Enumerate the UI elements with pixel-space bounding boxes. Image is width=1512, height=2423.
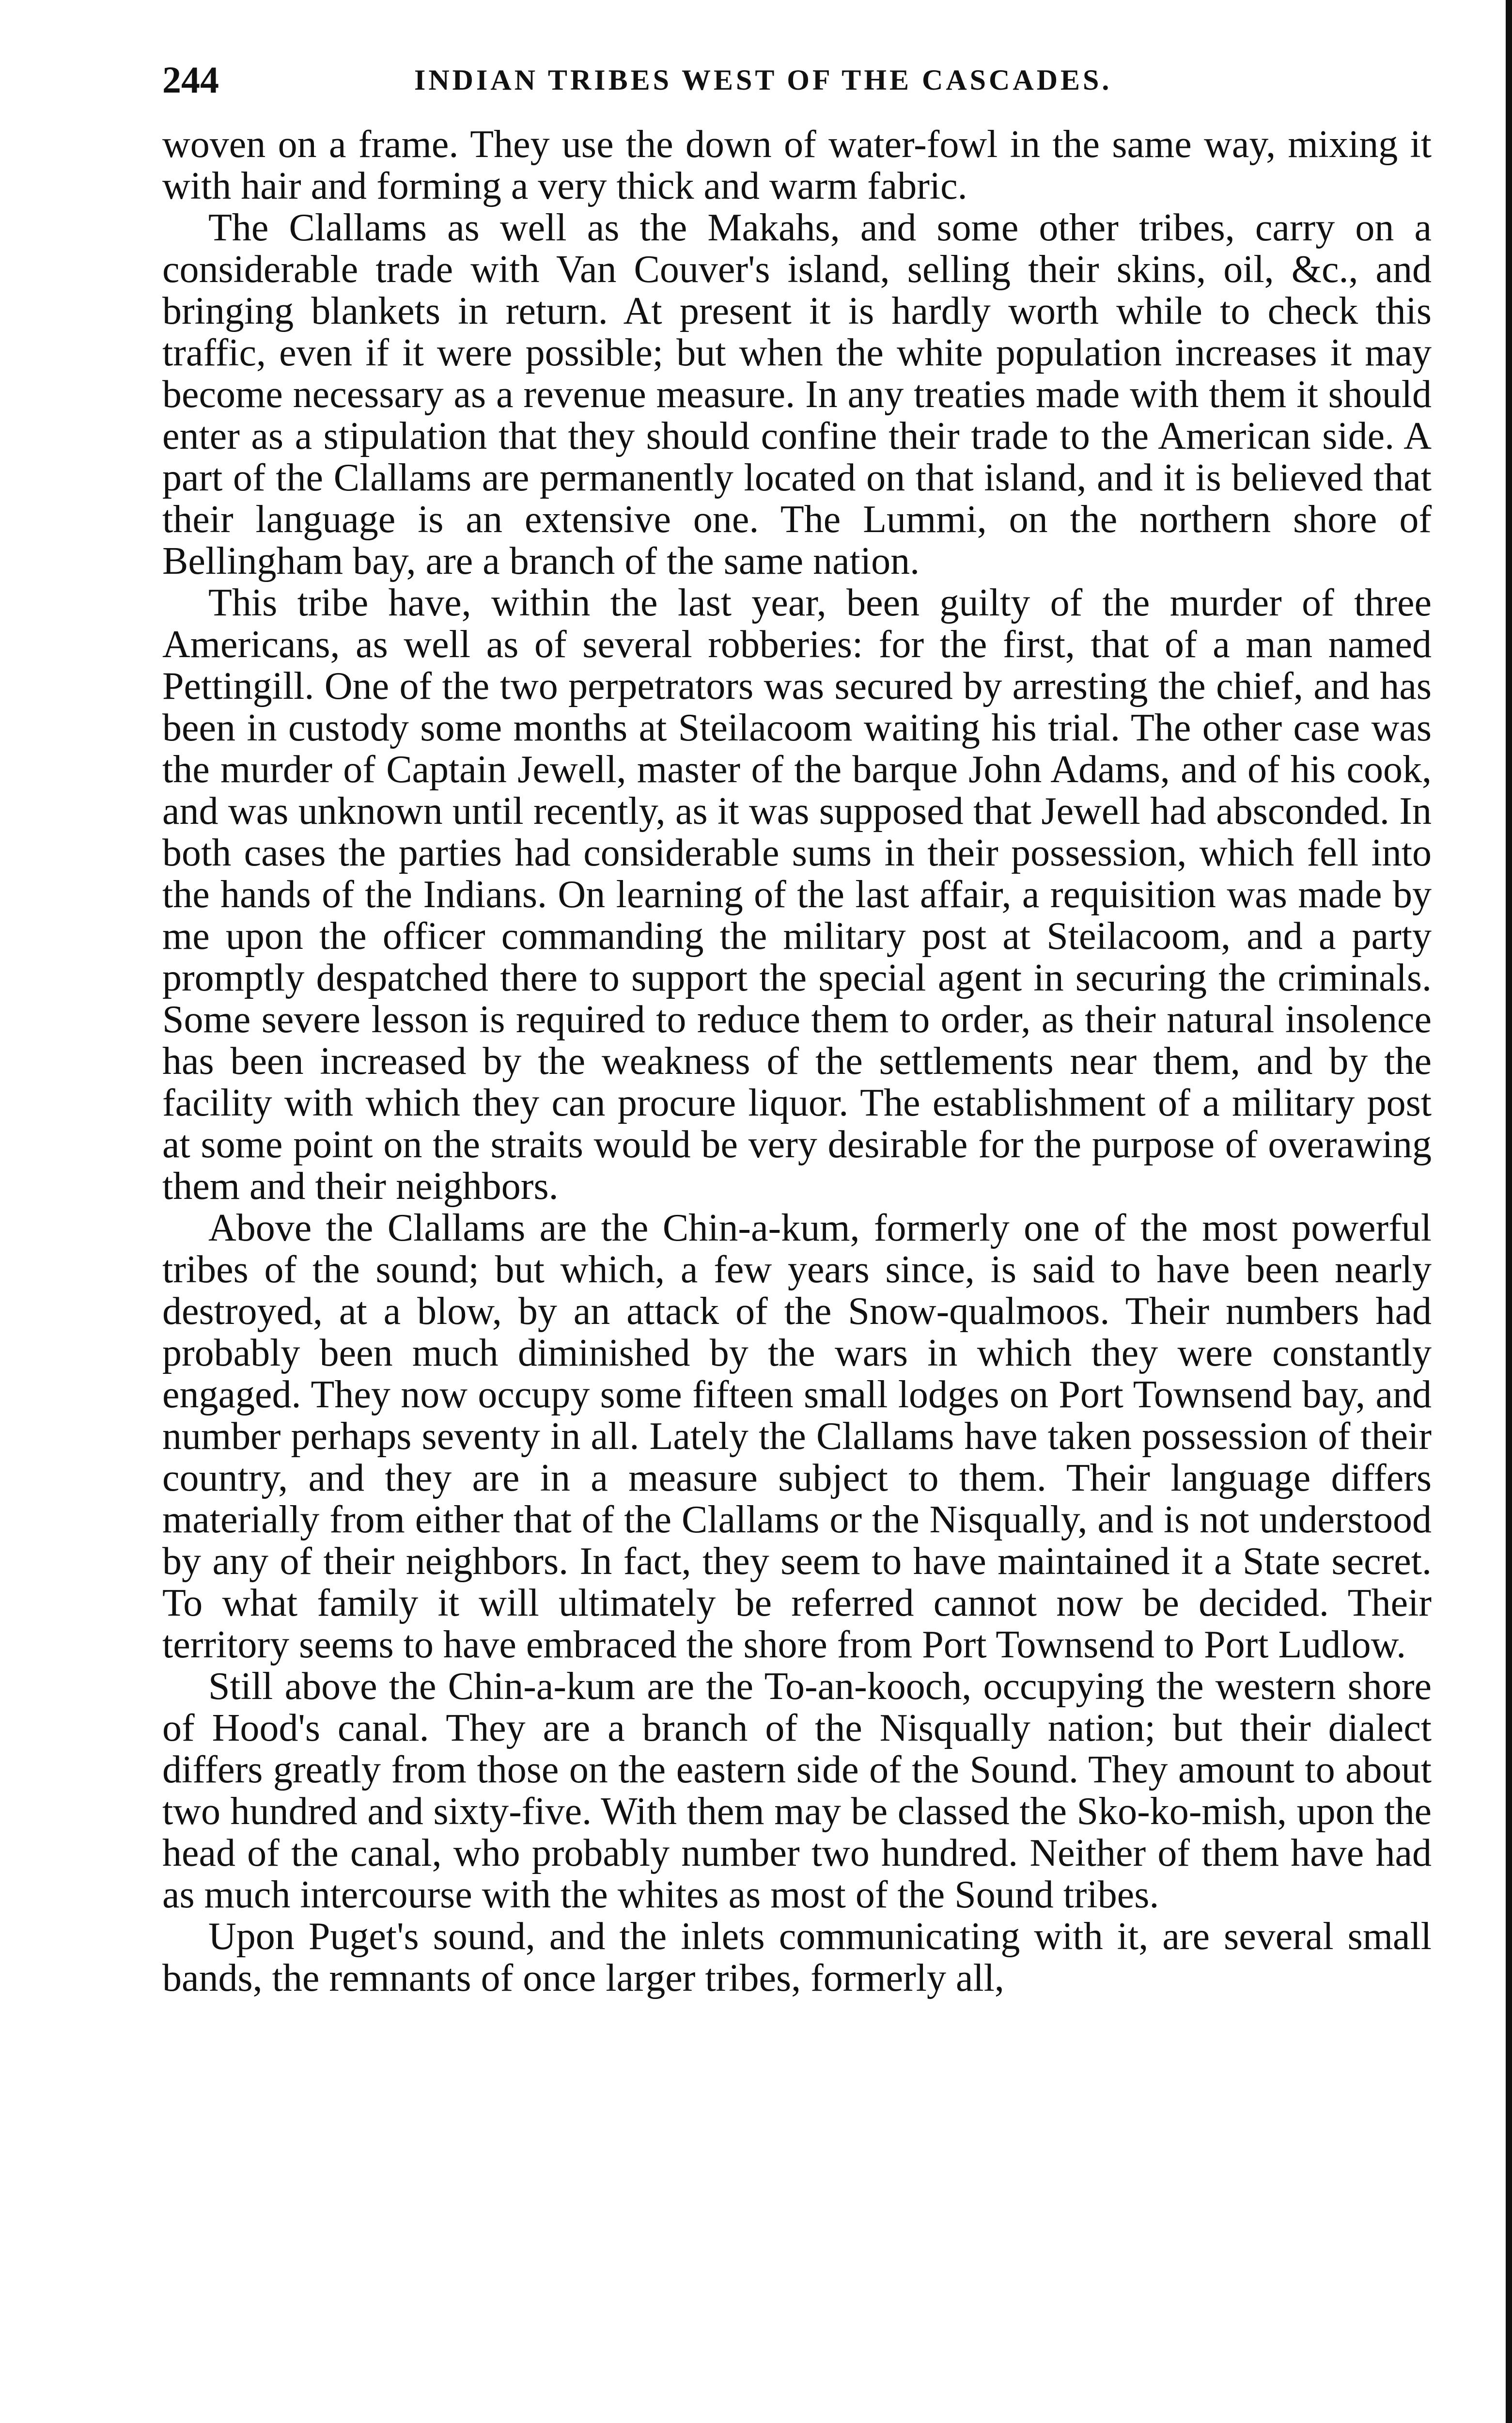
- page-header: [162, 53, 1432, 107]
- paragraph: The Clallams as well as the Makahs, and some other tribes, carry on a considerable trade with Van Couver's island, selling their skins, oil, &c., and bringing blankets in return. At present it is hardly worth while to check this traffic, even if it were possible; but when the white population increases it may become necessary as a revenue measure. In any treaties made with them it should enter as a stipulation that they should confine their trade to the American side. A part of the Clallams are permanently located on that island, and it is believed that their language is an extensive one. The Lummi, on the northern shore of Bellingham bay, are a branch of the same nation.: [162, 206, 1432, 582]
- paragraph-continued: woven on a frame. They use the down of water-fowl in the same way, mixing it with hair and forming a very thick and warm fabric.: [162, 123, 1432, 207]
- paragraph: Upon Puget's sound, and the inlets communicating with it, are several small bands, the remnants of once larger tribes, formerly all,: [162, 1915, 1432, 1999]
- scan-right-edge: [1506, 0, 1512, 2423]
- paragraph: Above the Clallams are the Chin-a-kum, formerly one of the most powerful tribes of the sound; but which, a few years since, is said to have been nearly destroyed, at a blow, by an attack of the Snow-qualmoos. Their numbers had probably been much diminished by the wars in which they were constantly engaged. They now occupy some fifteen small lodges on Port Townsend bay, and number perhaps seventy in all. Lately the Clallams have taken possession of their country, and they are in a measure subject to them. Their language differs materially from either that of the Clallams or the Nisqually, and is not understood by any of their neighbors. In fact, they seem to have maintained it a State secret. To what family it will ultimately be referred cannot now be decided. Their territory seems to have embraced the shore from Port Townsend to Port Ludlow.: [162, 1207, 1432, 1666]
- paragraph: This tribe have, within the last year, been guilty of the murder of three Americans, as well as of several robberies: for the first, that of a man named Pettingill. One of the two perpetrators was secured by arresting the chief, and has been in custody some months at Steilacoom waiting his trial. The other case was the murder of Captain Jewell, master of the barque John Adams, and of his cook, and was unknown until recently, as it was supposed that Jewell had absconded. In both cases the parties had considerable sums in their possession, which fell into the hands of the Indians. On learning of the last affair, a requisition was made by me upon the officer commanding the military post at Steilacoom, and a party promptly despatched there to support the special agent in securing the criminals. Some severe lesson is required to reduce them to order, as their natural insolence has been increased by the weakness of the settlements near them, and by the facility with which they can procure liquor. The establishment of a military post at some point on the straits would be very desirable for the purpose of overawing them and their neighbors.: [162, 582, 1432, 1208]
- paragraph: Still above the Chin-a-kum are the To-an-kooch, occupying the western shore of Hood's canal. They are a branch of the Nisqually nation; but their dialect differs greatly from those on the eastern side of the Sound. They amount to about two hundred and sixty-five. With them may be classed the Sko-ko-mish, upon the head of the canal, who probably number two hundred. Neither of them have had as much intercourse with the whites as most of the Sound tribes.: [162, 1665, 1432, 1916]
- body-text: [162, 124, 1432, 1999]
- running-head: INDIAN TRIBES WEST OF THE CASCADES.: [414, 64, 1112, 96]
- page-number: 244: [162, 59, 219, 101]
